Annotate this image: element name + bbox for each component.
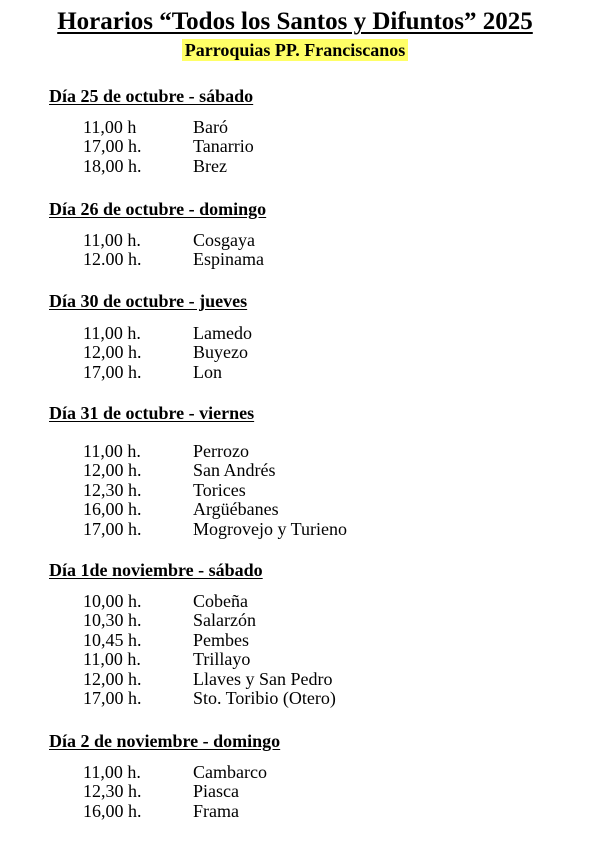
mass-time: 12.00 h.	[83, 249, 142, 270]
mass-time: 11,00 h.	[83, 441, 141, 461]
subtitle-container	[0, 39, 590, 61]
schedule-row	[83, 231, 503, 250]
day-rows-4	[83, 592, 503, 708]
parish-name: Cambarco	[193, 762, 267, 782]
day-heading: Día 25 de octubre - sábado	[49, 86, 254, 106]
day-section-1	[49, 199, 266, 219]
day-rows-0	[83, 118, 503, 176]
mass-time: 18,00 h.	[83, 155, 142, 176]
mass-time: 17,00 h.	[83, 687, 142, 708]
schedule-row	[83, 631, 503, 650]
parish-name: Cobeña	[193, 591, 248, 611]
parish-name: Argüébanes	[193, 499, 279, 520]
schedule-row	[83, 343, 503, 362]
parish-name: Buyezo	[193, 342, 248, 363]
mass-time: 17,00 h.	[83, 136, 142, 157]
schedule-row	[83, 250, 503, 269]
schedule-row	[83, 442, 503, 461]
day-rows-2	[83, 324, 503, 382]
mass-time: 17,00 h.	[83, 518, 142, 539]
schedule-row	[83, 481, 503, 500]
parish-name: Sto. Toribio (Otero)	[193, 687, 336, 708]
day-section-0	[49, 86, 253, 106]
parish-name: Tanarrio	[193, 136, 254, 157]
mass-time: 11,00 h.	[83, 762, 141, 782]
day-rows-3	[83, 442, 503, 539]
mass-time: 12,00 h.	[83, 460, 142, 481]
parish-name: Lamedo	[193, 323, 252, 343]
schedule-row	[83, 689, 503, 708]
schedule-row	[83, 650, 503, 669]
schedule-row	[83, 157, 503, 176]
day-section-5	[49, 731, 280, 751]
parish-name: San Andrés	[193, 460, 276, 481]
mass-time: 12,00 h.	[83, 668, 142, 689]
day-heading: Día 26 de octubre - domingo	[49, 199, 267, 219]
mass-time: 11,00 h.	[83, 649, 141, 670]
day-rows-5	[83, 763, 503, 821]
mass-time: 10,00 h.	[83, 591, 142, 611]
parish-name: Piasca	[193, 781, 239, 802]
schedule-row	[83, 363, 503, 382]
parish-name: Salarzón	[193, 610, 256, 631]
parish-name: Brez	[193, 155, 227, 176]
schedule-row	[83, 324, 503, 343]
day-heading: Día 1de noviembre - sábado	[49, 560, 263, 580]
day-section-4	[49, 560, 263, 580]
page-subtitle: Parroquias PP. Franciscanos	[182, 39, 409, 61]
schedule-row	[83, 118, 503, 137]
schedule-row	[83, 802, 503, 821]
mass-time: 16,00 h.	[83, 800, 142, 821]
parish-name: Espinama	[193, 249, 264, 270]
schedule-row	[83, 461, 503, 480]
parish-name: Mogrovejo y Turieno	[193, 518, 348, 539]
schedule-row	[83, 500, 503, 519]
day-heading: Día 30 de octubre - jueves	[49, 291, 248, 311]
schedule-row	[83, 670, 503, 689]
mass-time: 12,30 h.	[83, 781, 142, 802]
parish-name: Torices	[193, 479, 246, 500]
mass-time: 12,30 h.	[83, 479, 142, 500]
day-heading: Día 2 de noviembre - domingo	[49, 731, 281, 751]
mass-time: 16,00 h.	[83, 499, 142, 520]
mass-time: 10,45 h.	[83, 629, 142, 650]
parish-name: Perrozo	[193, 441, 249, 461]
mass-time: 11,00 h	[83, 117, 137, 137]
day-section-2	[49, 291, 247, 311]
parish-name: Baró	[193, 117, 228, 137]
schedule-row	[83, 763, 503, 782]
schedule-row	[83, 137, 503, 156]
mass-time: 12,00 h.	[83, 342, 142, 363]
parish-name: Pembes	[193, 629, 249, 650]
mass-time: 11,00 h.	[83, 230, 141, 250]
schedule-row	[83, 782, 503, 801]
day-heading: Día 31 de octubre - viernes	[49, 403, 255, 423]
day-rows-1	[83, 231, 503, 270]
schedule-row	[83, 592, 503, 611]
mass-time: 10,30 h.	[83, 610, 142, 631]
schedule-row	[83, 611, 503, 630]
mass-time: 11,00 h.	[83, 323, 141, 343]
schedule-row	[83, 520, 503, 539]
parish-name: Frama	[193, 800, 239, 821]
parish-name: Lon	[193, 361, 222, 382]
parish-name: Llaves y San Pedro	[193, 668, 333, 689]
page-title: Horarios “Todos los Santos y Difuntos” 2025	[57, 8, 533, 35]
mass-time: 17,00 h.	[83, 361, 142, 382]
day-section-3	[49, 403, 254, 423]
parish-name: Cosgaya	[193, 230, 255, 250]
parish-name: Trillayo	[193, 649, 251, 670]
